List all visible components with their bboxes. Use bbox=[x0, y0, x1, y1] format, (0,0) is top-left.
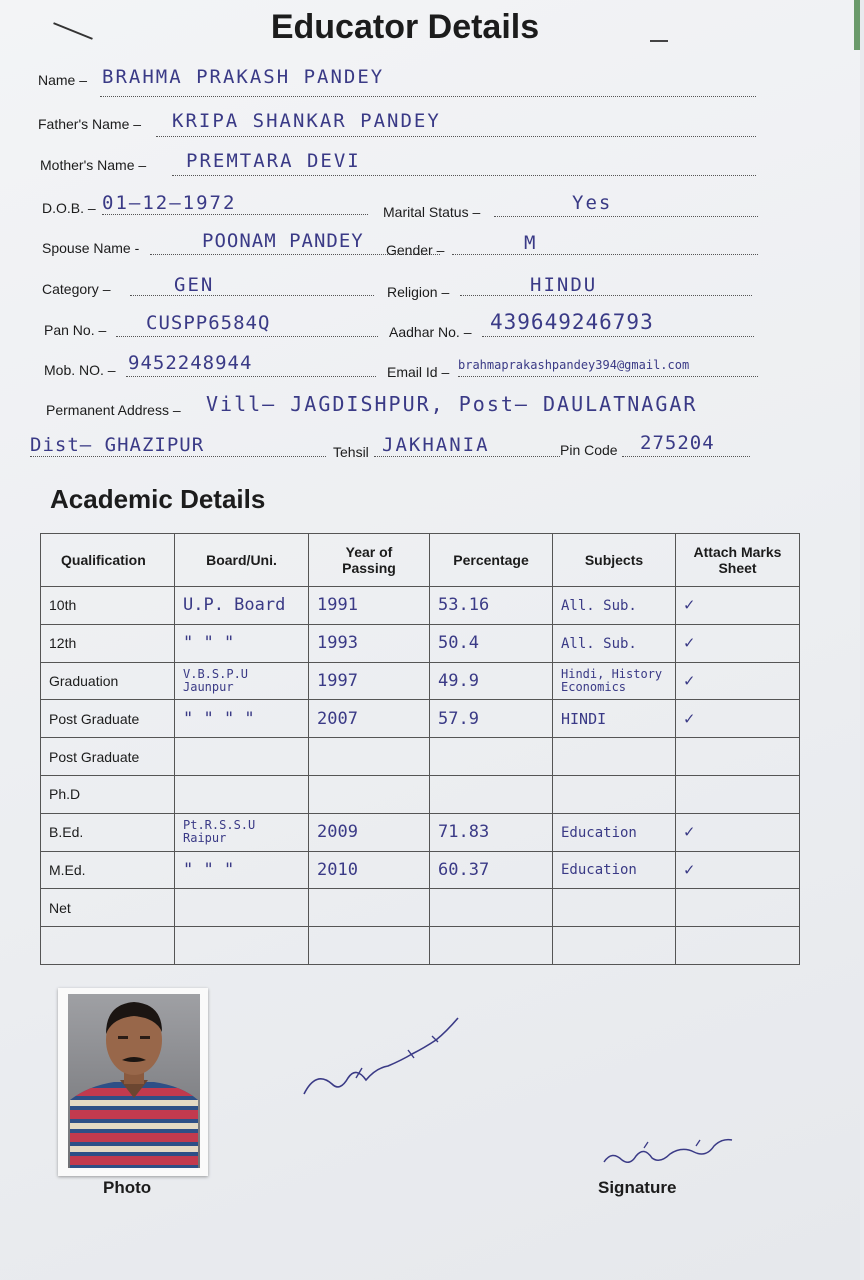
year-cell bbox=[309, 662, 430, 700]
pan-value: CUSPP6584Q bbox=[146, 312, 271, 334]
subjects-value: All. Sub. bbox=[561, 635, 637, 652]
table-row bbox=[41, 624, 800, 662]
year-cell bbox=[309, 775, 430, 813]
subjects-value-2: Economics bbox=[561, 679, 627, 694]
attach-cell bbox=[676, 700, 800, 738]
attach-cell bbox=[676, 889, 800, 927]
section-title: Academic Details bbox=[50, 484, 266, 514]
subjects-value: Education bbox=[561, 824, 637, 841]
header-attach: Attach Marks Sheet bbox=[676, 534, 800, 587]
year-cell bbox=[309, 851, 430, 889]
subjects-cell bbox=[553, 927, 676, 965]
marital-line bbox=[494, 216, 758, 217]
header-qualification: Qualification bbox=[41, 534, 175, 587]
spouse-value: POONAM PANDEY bbox=[202, 230, 364, 252]
qualification-cell: B.Ed. bbox=[41, 813, 175, 851]
marital-value: Yes bbox=[572, 192, 613, 214]
year-cell bbox=[309, 813, 430, 851]
tehsil-value: JAKHANIA bbox=[382, 434, 490, 456]
category-line bbox=[130, 295, 374, 296]
attach-cell bbox=[676, 738, 800, 776]
percentage-value: 50.4 bbox=[438, 633, 479, 654]
header-board: Board/Uni. bbox=[175, 534, 309, 587]
district-value: Dist– GHAZIPUR bbox=[30, 434, 205, 456]
table-row bbox=[41, 775, 800, 813]
subjects-cell bbox=[553, 738, 676, 776]
gender-value: M bbox=[524, 232, 538, 254]
board-value: " " " bbox=[183, 633, 235, 654]
spouse-label: Spouse Name - bbox=[42, 240, 140, 256]
mob-value: 9452248944 bbox=[128, 352, 253, 374]
board-cell bbox=[175, 662, 309, 700]
qualification-cell: Post Graduate bbox=[41, 700, 175, 738]
dob-line bbox=[102, 214, 368, 215]
attach-check: ✓ bbox=[684, 633, 695, 654]
qualification-cell: Net bbox=[41, 889, 175, 927]
tehsil-label: Tehsil bbox=[333, 444, 369, 460]
subjects-cell bbox=[553, 851, 676, 889]
religion-label: Religion – bbox=[387, 284, 450, 300]
mother-label: Mother's Name – bbox=[40, 157, 147, 173]
aadhar-value: 439649246793 bbox=[490, 310, 654, 334]
attach-cell bbox=[676, 587, 800, 625]
email-line bbox=[458, 376, 758, 377]
board-value-2: Jaunpur bbox=[183, 679, 234, 694]
year-value: 2007 bbox=[317, 708, 358, 729]
attach-check: ✓ bbox=[684, 859, 695, 880]
pincode-label: Pin Code bbox=[560, 442, 618, 458]
board-cell bbox=[175, 700, 309, 738]
board-cell bbox=[175, 587, 309, 625]
father-value: KRIPA SHANKAR PANDEY bbox=[172, 110, 441, 132]
table-row bbox=[41, 813, 800, 851]
year-cell bbox=[309, 700, 430, 738]
table-row bbox=[41, 662, 800, 700]
pan-line bbox=[116, 336, 378, 337]
board-value-2: Raipur bbox=[183, 831, 227, 846]
attach-check: ✓ bbox=[684, 822, 695, 843]
percentage-cell bbox=[430, 662, 553, 700]
subjects-cell bbox=[553, 662, 676, 700]
year-cell bbox=[309, 624, 430, 662]
board-cell bbox=[175, 775, 309, 813]
attach-cell bbox=[676, 851, 800, 889]
qualification-cell: Post Graduate bbox=[41, 738, 175, 776]
table-row bbox=[41, 738, 800, 776]
subjects-cell bbox=[553, 889, 676, 927]
table-row bbox=[41, 700, 800, 738]
attach-cell bbox=[676, 624, 800, 662]
address-label: Permanent Address – bbox=[46, 402, 181, 418]
father-line bbox=[156, 136, 756, 137]
attach-cell bbox=[676, 927, 800, 965]
religion-line bbox=[460, 295, 752, 296]
photo-label: Photo bbox=[103, 1178, 152, 1197]
header-year: Year of Passing bbox=[309, 534, 430, 587]
percentage-value: 49.9 bbox=[438, 670, 479, 691]
mob-label: Mob. NO. – bbox=[44, 362, 116, 378]
percentage-cell bbox=[430, 738, 553, 776]
year-value: 2010 bbox=[317, 859, 358, 880]
percentage-cell bbox=[430, 889, 553, 927]
board-cell bbox=[175, 889, 309, 927]
year-cell bbox=[309, 927, 430, 965]
name-label: Name – bbox=[38, 72, 88, 88]
signature-drawing bbox=[600, 1132, 740, 1176]
board-value: U.P. Board bbox=[183, 595, 286, 616]
portrait-photo bbox=[58, 988, 208, 1176]
attach-cell bbox=[676, 662, 800, 700]
year-value: 1993 bbox=[317, 633, 358, 654]
mother-value: PREMTARA DEVI bbox=[186, 150, 361, 172]
gender-label: Gender – bbox=[386, 242, 445, 258]
header-subjects: Subjects bbox=[553, 534, 676, 587]
qualification-cell: 10th bbox=[41, 587, 175, 625]
attach-check: ✓ bbox=[684, 670, 695, 691]
year-cell bbox=[309, 587, 430, 625]
subjects-value: All. Sub. bbox=[561, 597, 637, 614]
subjects-value: Education bbox=[561, 862, 637, 879]
subjects-value: HINDI bbox=[561, 709, 607, 728]
percentage-value: 71.83 bbox=[438, 822, 490, 843]
email-value: brahmaprakashpandey394@gmail.com bbox=[458, 358, 690, 372]
year-cell bbox=[309, 738, 430, 776]
year-value: 2009 bbox=[317, 822, 358, 843]
percentage-cell bbox=[430, 624, 553, 662]
subjects-cell bbox=[553, 775, 676, 813]
percentage-cell bbox=[430, 813, 553, 851]
qualification-cell: Graduation bbox=[41, 662, 175, 700]
board-value: " " " " bbox=[183, 708, 255, 729]
page-title: Educator Details bbox=[270, 8, 540, 46]
qualification-cell bbox=[41, 927, 175, 965]
table-row bbox=[41, 587, 800, 625]
aadhar-line bbox=[482, 336, 754, 337]
qualification-cell: Ph.D bbox=[41, 775, 175, 813]
qualification-cell: 12th bbox=[41, 624, 175, 662]
year-value: 1991 bbox=[317, 595, 358, 616]
subjects-cell bbox=[553, 587, 676, 625]
attach-check: ✓ bbox=[684, 708, 695, 729]
academic-table bbox=[40, 533, 800, 965]
subjects-cell bbox=[553, 700, 676, 738]
father-label: Father's Name – bbox=[38, 116, 142, 132]
name-line bbox=[100, 96, 756, 97]
board-cell bbox=[175, 738, 309, 776]
gender-line bbox=[452, 254, 758, 255]
attach-cell bbox=[676, 813, 800, 851]
pan-label: Pan No. – bbox=[44, 322, 107, 338]
address-value: Vill– JAGDISHPUR, Post– DAULATNAGAR bbox=[206, 392, 698, 416]
table-header-row bbox=[41, 534, 800, 587]
aadhar-label: Aadhar No. – bbox=[389, 324, 472, 340]
photo-frame bbox=[58, 988, 208, 1176]
year-cell bbox=[309, 889, 430, 927]
dob-label: D.O.B. – bbox=[42, 200, 96, 216]
subjects-value: Hindi, History bbox=[561, 666, 663, 681]
marital-label: Marital Status – bbox=[383, 204, 481, 220]
board-cell bbox=[175, 813, 309, 851]
signature-label: Signature bbox=[598, 1178, 677, 1197]
name-value: BRAHMA PRAKASH PANDEY bbox=[102, 66, 385, 88]
board-value: V.B.S.P.U bbox=[183, 666, 249, 681]
religion-value: HINDU bbox=[530, 274, 598, 296]
percentage-cell bbox=[430, 587, 553, 625]
category-label: Category – bbox=[42, 281, 111, 297]
board-cell bbox=[175, 624, 309, 662]
mother-line bbox=[172, 175, 756, 176]
percentage-value: 57.9 bbox=[438, 708, 479, 729]
board-value: " " " bbox=[183, 859, 235, 880]
email-label: Email Id – bbox=[387, 364, 450, 380]
percentage-cell bbox=[430, 775, 553, 813]
background-edge bbox=[854, 0, 860, 50]
percentage-cell bbox=[430, 927, 553, 965]
percentage-value: 53.16 bbox=[438, 595, 490, 616]
percentage-value: 60.37 bbox=[438, 859, 490, 880]
dob-value: 01–12–1972 bbox=[102, 192, 237, 214]
subjects-cell bbox=[553, 813, 676, 851]
mob-line bbox=[126, 376, 376, 377]
table-row bbox=[41, 927, 800, 965]
board-value: Pt.R.S.S.U bbox=[183, 818, 256, 833]
category-value: GEN bbox=[174, 274, 215, 296]
board-cell bbox=[175, 851, 309, 889]
year-value: 1997 bbox=[317, 670, 358, 691]
tehsil-line bbox=[374, 456, 560, 457]
table-row bbox=[41, 851, 800, 889]
attach-check: ✓ bbox=[684, 595, 695, 616]
subjects-cell bbox=[553, 624, 676, 662]
qualification-cell: M.Ed. bbox=[41, 851, 175, 889]
district-line bbox=[30, 456, 326, 457]
header-percentage: Percentage bbox=[430, 534, 553, 587]
pincode-line bbox=[622, 456, 750, 457]
attach-cell bbox=[676, 775, 800, 813]
board-cell bbox=[175, 927, 309, 965]
pincode-value: 275204 bbox=[640, 432, 715, 454]
signature-mark bbox=[296, 1008, 476, 1108]
table-row bbox=[41, 889, 800, 927]
percentage-cell bbox=[430, 700, 553, 738]
percentage-cell bbox=[430, 851, 553, 889]
